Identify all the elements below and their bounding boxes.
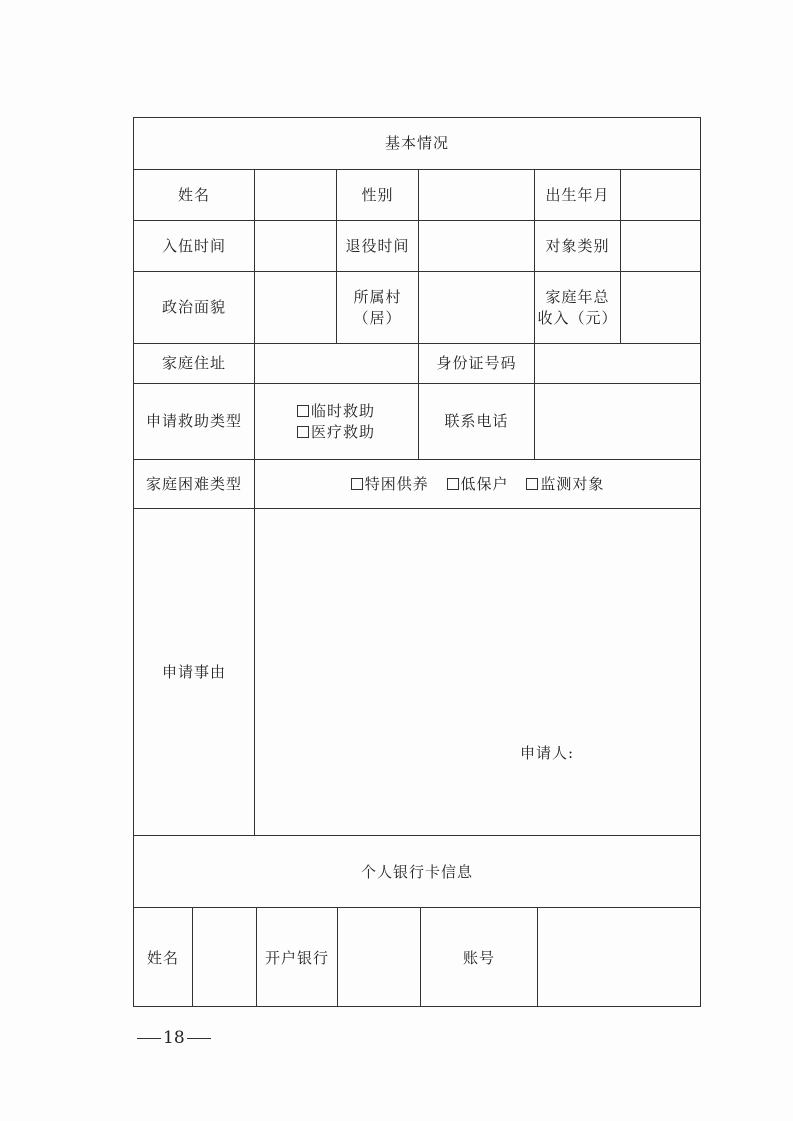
village-field[interactable] — [419, 272, 535, 344]
basic-info-title: 基本情况 — [134, 118, 701, 170]
bank-field[interactable] — [338, 908, 421, 1007]
checkbox-icon[interactable] — [351, 478, 363, 490]
hardship-option-monitor[interactable] — [526, 474, 604, 494]
address-field[interactable] — [255, 344, 419, 384]
applicant-signature-label: 申请人: — [520, 744, 575, 762]
reason-field[interactable] — [255, 509, 701, 836]
reason-label: 申请事由 — [134, 509, 255, 836]
village-label-line1: 所属村 — [353, 288, 402, 307]
gender-field[interactable] — [419, 170, 535, 221]
aid-type-label: 申请救助类型 — [134, 384, 255, 460]
gender-label: 性别 — [337, 170, 419, 221]
aid-option-temporary-label: 临时救助 — [311, 402, 376, 421]
village-label-line2: （居） — [353, 308, 402, 327]
checkbox-icon[interactable] — [526, 478, 538, 490]
basic-info-table — [133, 117, 701, 836]
hardship-label: 家庭困难类型 — [134, 460, 255, 509]
checkbox-icon[interactable] — [297, 405, 309, 417]
name-label: 姓名 — [134, 170, 255, 221]
income-label-line1: 家庭年总 — [545, 288, 610, 307]
village-label — [337, 272, 419, 344]
aid-option-medical-label: 医疗救助 — [311, 422, 376, 441]
address-label: 家庭住址 — [134, 344, 255, 384]
dash-right — [187, 1038, 211, 1039]
hardship-option-monitor-label: 监测对象 — [540, 474, 605, 493]
page-number — [135, 1028, 213, 1048]
income-field[interactable] — [621, 272, 701, 344]
aid-option-medical[interactable] — [255, 422, 418, 442]
account-field[interactable] — [538, 908, 701, 1007]
category-field[interactable] — [621, 221, 701, 272]
hardship-option-subsidy-label: 低保户 — [460, 474, 509, 493]
bank-label: 开户银行 — [257, 908, 338, 1007]
political-field[interactable] — [255, 272, 337, 344]
id-field[interactable] — [535, 344, 701, 384]
bank-info-table — [133, 835, 701, 1007]
aid-option-temporary[interactable] — [255, 401, 418, 421]
aid-type-options — [255, 384, 419, 460]
account-label: 账号 — [421, 908, 538, 1007]
name-field[interactable] — [255, 170, 337, 221]
dash-left — [137, 1038, 161, 1039]
bank-name-label: 姓名 — [134, 908, 193, 1007]
income-label — [535, 272, 621, 344]
checkbox-icon[interactable] — [447, 478, 459, 490]
bank-name-field[interactable] — [193, 908, 257, 1007]
hardship-option-special[interactable] — [351, 474, 429, 494]
category-label: 对象类别 — [535, 221, 621, 272]
hardship-options — [255, 460, 701, 509]
phone-field[interactable] — [535, 384, 701, 460]
retire-label: 退役时间 — [337, 221, 419, 272]
birth-field[interactable] — [621, 170, 701, 221]
page-number-value: 18 — [163, 1028, 185, 1048]
enlist-field[interactable] — [255, 221, 337, 272]
bank-info-title: 个人银行卡信息 — [134, 836, 701, 908]
phone-label: 联系电话 — [419, 384, 535, 460]
id-label: 身份证号码 — [419, 344, 535, 384]
hardship-option-subsidy[interactable] — [447, 474, 509, 494]
income-label-line2: 收入（元） — [537, 308, 618, 327]
retire-field[interactable] — [419, 221, 535, 272]
enlist-label: 入伍时间 — [134, 221, 255, 272]
checkbox-icon[interactable] — [297, 426, 309, 438]
political-label: 政治面貌 — [134, 272, 255, 344]
birth-label: 出生年月 — [535, 170, 621, 221]
hardship-option-special-label: 特困供养 — [364, 474, 429, 493]
application-form — [133, 117, 700, 1007]
